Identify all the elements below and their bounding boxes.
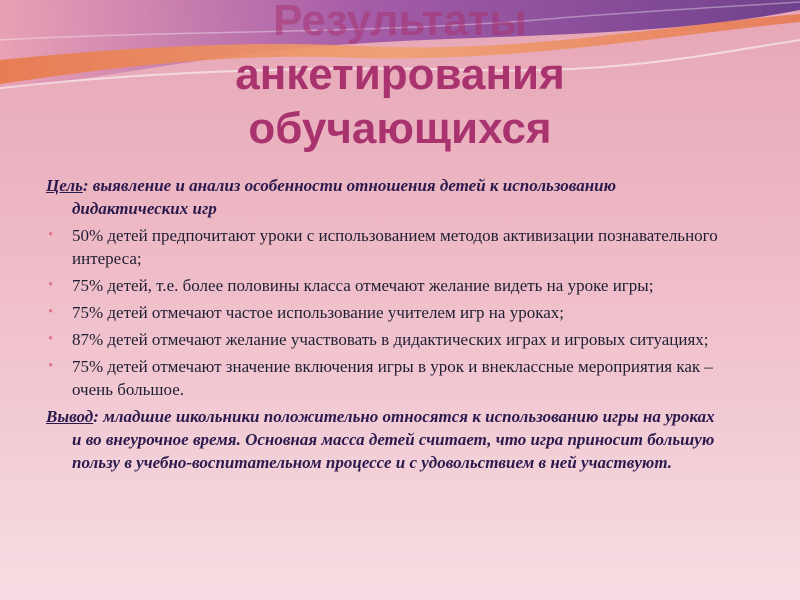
goal-paragraph — [46, 174, 726, 220]
list-item — [46, 301, 726, 324]
bullet-text: 75% детей отмечают частое использование учителем игр на уроках; — [72, 303, 564, 322]
list-item — [46, 355, 726, 401]
title-line-1: Результаты — [273, 0, 527, 45]
bullet-text: 50% детей предпочитают уроки с использованием методов активизации познавательного интереса; — [72, 226, 718, 268]
conclusion-label: Вывод — [46, 407, 94, 426]
title-line-3: обучающихся — [248, 104, 552, 153]
conclusion-text: : младшие школьники положительно относятся к использованию игры на уроках и во внеурочное время. Основная масса детей считает, что игра приносит большую пользу в учебно-воспитательном процессе и с удовольствием в ней участвуют. — [72, 407, 715, 472]
bullet-text: 87% детей отмечают желание участвовать в дидактических играх и игровых ситуациях; — [72, 330, 709, 349]
goal-text: : выявление и анализ особенности отношения детей к использованию дидактических игр — [72, 176, 617, 218]
bullet-icon: • — [48, 277, 54, 293]
title-line-2: анкетирования — [235, 50, 565, 99]
bullet-icon: • — [48, 304, 54, 320]
goal-label: Цель — [46, 176, 83, 195]
list-item — [46, 224, 726, 270]
list-item — [46, 274, 726, 297]
bullet-text: 75% детей, т.е. более половины класса отмечают желание видеть на уроке игры; — [72, 276, 654, 295]
bullet-text: 75% детей отмечают значение включения игры в урок и внеклассные мероприятия как – очень большое. — [72, 357, 713, 399]
slide-title — [0, 0, 800, 156]
bullet-icon: • — [48, 331, 54, 347]
bullet-icon: • — [48, 227, 54, 243]
slide-body — [46, 174, 726, 478]
conclusion-paragraph — [46, 405, 726, 474]
list-item — [46, 328, 726, 351]
bullet-icon: • — [48, 358, 54, 374]
